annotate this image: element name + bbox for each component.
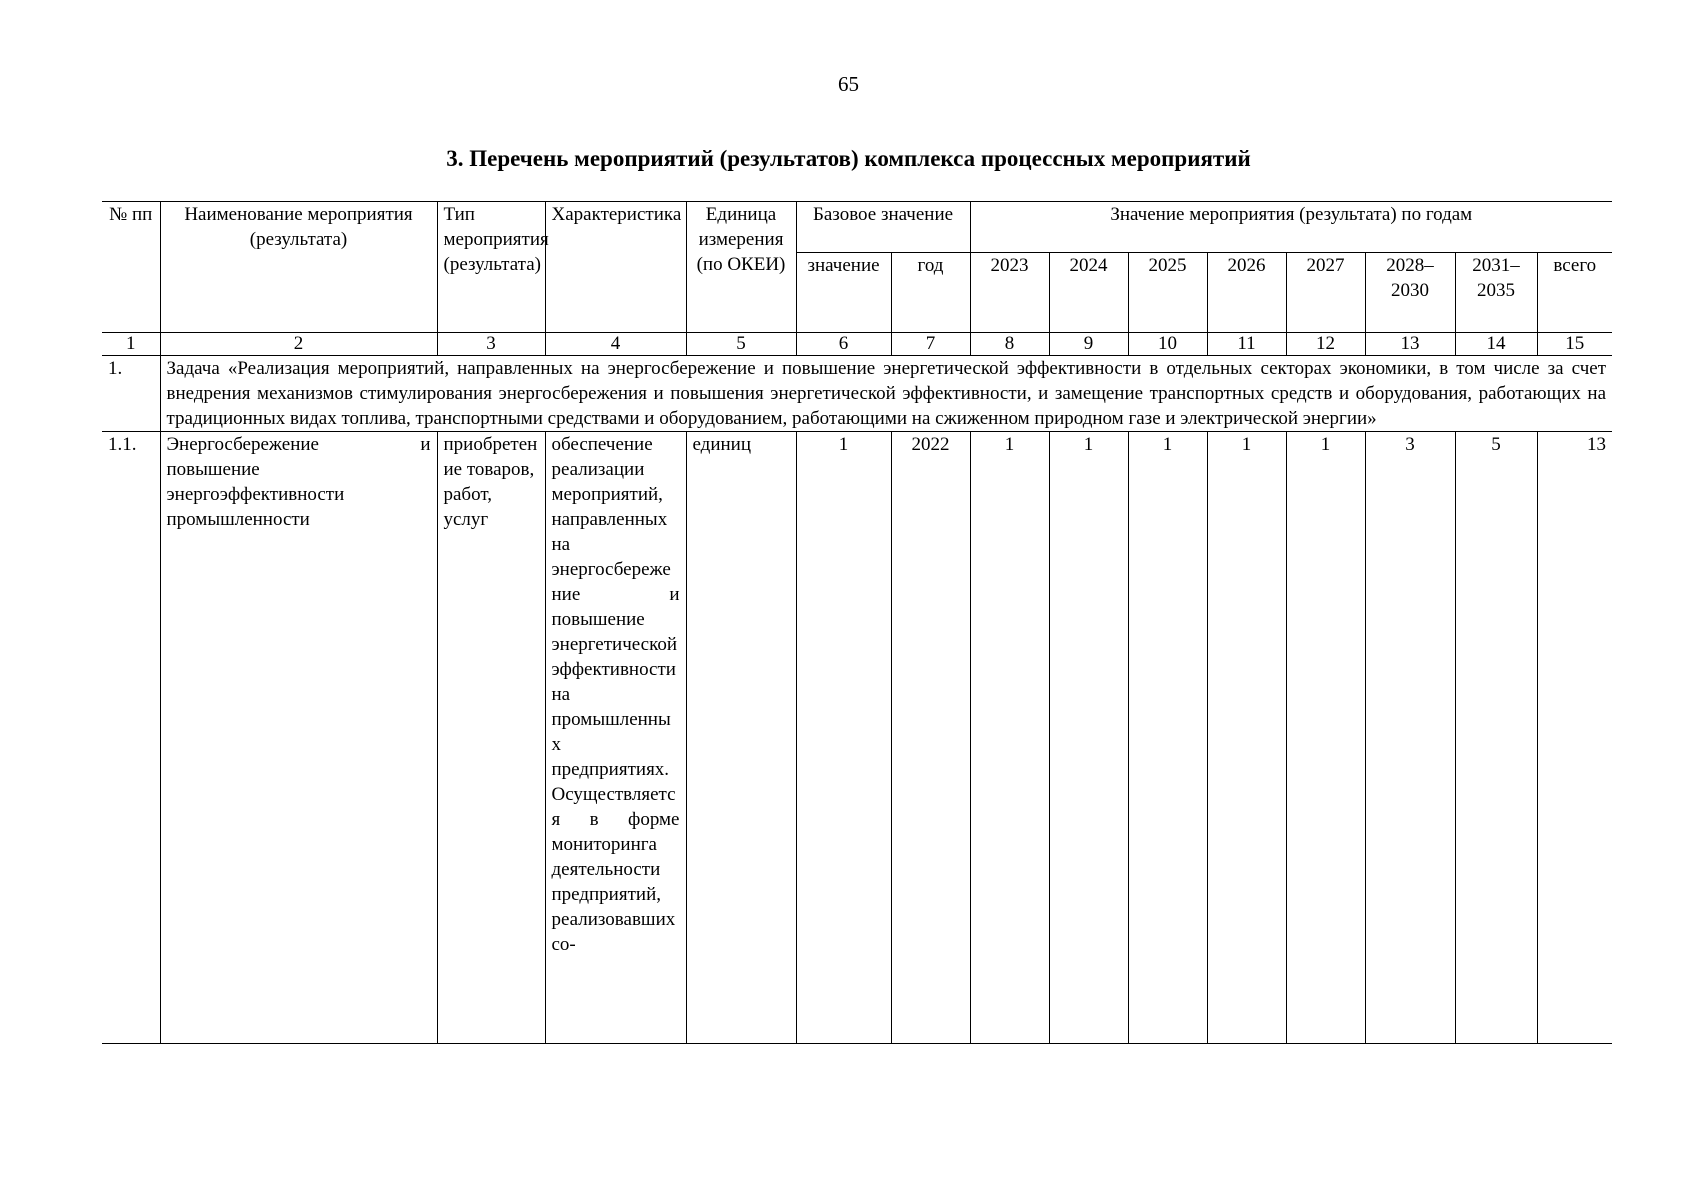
header-num: № пп xyxy=(102,202,160,333)
column-number: 7 xyxy=(891,333,970,356)
row-base-value: 1 xyxy=(796,432,891,1044)
header-year: 2027 xyxy=(1286,253,1365,333)
column-number: 8 xyxy=(970,333,1049,356)
column-number: 14 xyxy=(1455,333,1537,356)
header-unit: Единица измерения (по ОКЕИ) xyxy=(686,202,796,333)
column-number: 6 xyxy=(796,333,891,356)
page-number: 65 xyxy=(838,72,859,96)
column-number: 13 xyxy=(1365,333,1455,356)
row-value: 1 xyxy=(1049,432,1128,1044)
header-base: Базовое значение xyxy=(796,202,970,253)
row-base-year: 2022 xyxy=(891,432,970,1044)
row-unit: единиц xyxy=(686,432,796,1044)
column-number: 9 xyxy=(1049,333,1128,356)
header-year: 2028–2030 xyxy=(1365,253,1455,333)
column-number: 2 xyxy=(160,333,437,356)
header-year: 2023 xyxy=(970,253,1049,333)
row-value-total: 13 xyxy=(1537,432,1612,1044)
header-year: 2024 xyxy=(1049,253,1128,333)
row-value: 1 xyxy=(1128,432,1207,1044)
column-number: 4 xyxy=(545,333,686,356)
row-type: приобретение товаров, работ, услуг xyxy=(437,432,545,1044)
header-characteristic: Характеристика xyxy=(545,202,686,333)
header-year-total: всего xyxy=(1537,253,1612,333)
header-year: 2031–2035 xyxy=(1455,253,1537,333)
column-number: 15 xyxy=(1537,333,1612,356)
task-text: Задача «Реализация мероприятий, направленных на энергосбережение и повышение энергетической эффективности в отдельных секторах экономики, в том числе за счет внедрения механизмов стимулирования энергосбережения и повышения энергетической эффективности, и замещение транспортных средств и оборудования, работающих на традиционных видах топлива, транспортными средствами и оборудованием, работающими на сжиженном природном газе и электрической энергии» xyxy=(160,356,1612,432)
header-base-value: значение xyxy=(796,253,891,333)
row-characteristic: обеспечение реализации мероприятий, направленных на энергосбережение и повышение энергетической эффективности на промышленных предприятиях. Осуществляется в форме мониторинга деятельности предприятий, реализовавших со- xyxy=(545,432,686,1044)
column-number: 3 xyxy=(437,333,545,356)
column-number: 10 xyxy=(1128,333,1207,356)
header-type: Тип мероприятия (результата) xyxy=(437,202,545,333)
row-value: 1 xyxy=(1286,432,1365,1044)
row-value: 3 xyxy=(1365,432,1455,1044)
column-number: 5 xyxy=(686,333,796,356)
page-title: 3. Перечень мероприятий (результатов) комплекса процессных мероприятий xyxy=(446,146,1251,171)
column-number: 11 xyxy=(1207,333,1286,356)
row-num: 1.1. xyxy=(102,432,160,1044)
row-name: Энергосбережение и повышение энергоэффективности промышленности xyxy=(160,432,437,1044)
header-years-group: Значение мероприятия (результата) по годам xyxy=(970,202,1612,253)
header-name: Наименование мероприятия (результата) xyxy=(160,202,437,333)
header-year: 2025 xyxy=(1128,253,1207,333)
column-number: 12 xyxy=(1286,333,1365,356)
row-value: 1 xyxy=(970,432,1049,1044)
task-num: 1. xyxy=(102,356,160,432)
measures-table xyxy=(102,201,1612,1044)
row-value: 5 xyxy=(1455,432,1537,1044)
header-year: 2026 xyxy=(1207,253,1286,333)
header-base-year: год xyxy=(891,253,970,333)
column-number: 1 xyxy=(102,333,160,356)
row-value: 1 xyxy=(1207,432,1286,1044)
